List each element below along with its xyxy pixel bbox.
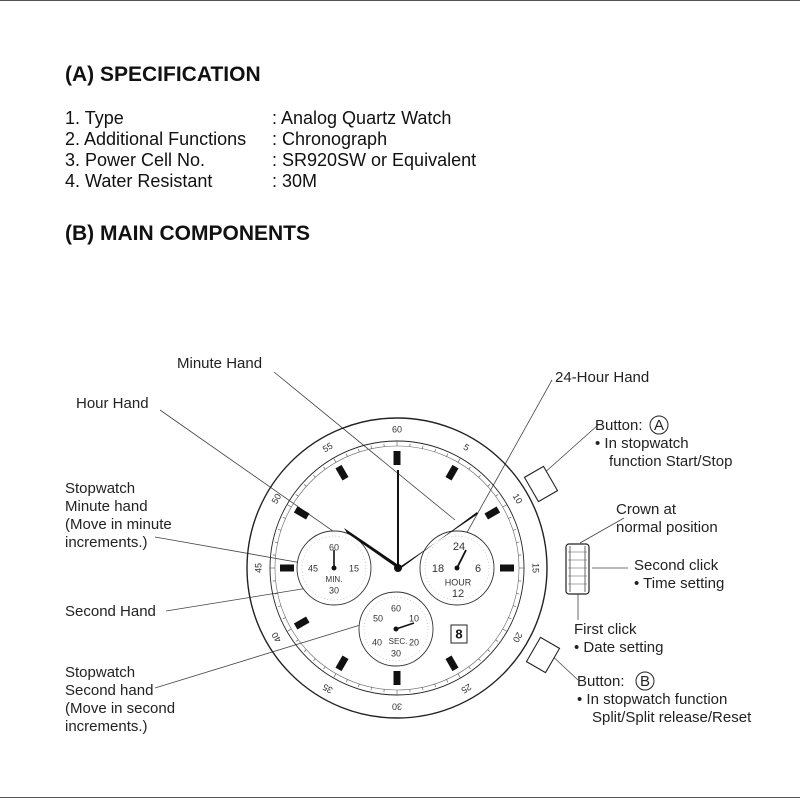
minute-tick <box>422 446 423 449</box>
minute-tick <box>503 505 507 508</box>
minute-tick <box>371 446 372 449</box>
spec-label: 1. Type <box>65 108 124 128</box>
subdial-second-pin <box>394 627 399 632</box>
label-button-a-prefix: Button: <box>595 417 643 434</box>
minute-tick <box>304 650 306 652</box>
subdial-numeral: 15 <box>348 563 360 574</box>
subdial-label: HOUR <box>444 577 472 588</box>
minute-tick <box>278 606 281 607</box>
minute-tick <box>435 449 436 452</box>
label-first-click-line2: • Date setting <box>574 639 664 656</box>
leader-stopwatch-second <box>155 618 383 688</box>
minute-tick <box>296 495 298 497</box>
subdial-numeral: 12 <box>451 587 465 600</box>
minute-tick <box>278 529 281 530</box>
minute-tick <box>513 606 516 607</box>
minute-tick <box>334 674 337 678</box>
minute-tick <box>435 684 436 687</box>
leader-24-hour-hand <box>460 380 552 545</box>
minute-tick <box>503 629 507 632</box>
minute-tick <box>313 659 315 661</box>
minute-tick <box>458 674 461 678</box>
minute-tick <box>479 659 481 661</box>
minute-tick <box>496 640 498 642</box>
label-second-click-line1: Second click <box>634 557 719 574</box>
label-stopwatch-second-line2: Second hand <box>65 682 154 699</box>
spec-value: : Analog Quartz Watch <box>272 108 452 128</box>
minute-tick <box>275 542 278 543</box>
minute-tick <box>469 467 471 469</box>
label-button-a-line1: • In stopwatch <box>595 435 689 452</box>
label-stopwatch-minute-line2: Minute hand <box>65 498 148 515</box>
label-stopwatch-second-line3: (Move in second <box>65 700 176 717</box>
bezel-numeral: 10 <box>510 491 525 506</box>
label-24-hour-hand: 24-Hour Hand <box>555 369 650 386</box>
leader-minute-hand <box>274 372 455 520</box>
bezel-numeral: 50 <box>269 491 284 506</box>
minute-tick <box>458 458 461 462</box>
button-b[interactable] <box>526 637 559 672</box>
hour-marker <box>500 565 514 572</box>
label-stopwatch-minute-line4: increments.) <box>65 534 148 551</box>
minute-tick <box>358 684 359 687</box>
label-button-a-letter: A <box>653 417 665 434</box>
hour-marker <box>335 465 348 481</box>
bezel-numeral: 5 <box>461 441 471 454</box>
subdial-numeral: 60 <box>390 603 402 614</box>
spec-value: : SR920SW or Equivalent <box>272 150 477 170</box>
label-hour-hand: Hour Hand <box>76 395 149 412</box>
bezel-numeral: 55 <box>320 440 335 455</box>
hour-marker <box>394 451 401 465</box>
main-components-heading: (B) MAIN COMPONENTS <box>65 222 310 245</box>
minute-tick <box>447 680 448 683</box>
subdial-numeral: 10 <box>408 613 420 624</box>
label-second-click-line2: • Time setting <box>634 575 725 592</box>
minute-tick <box>287 505 291 508</box>
center-pin <box>394 564 402 572</box>
subdial-numeral: 50 <box>372 613 384 624</box>
subdial-label: SEC. <box>388 637 408 647</box>
minute-tick <box>513 529 516 530</box>
subdial-numeral: 40 <box>371 637 383 648</box>
bezel-numeral: 30 <box>391 701 403 712</box>
label-crown-line1: Crown at <box>616 501 677 518</box>
label-button-a-line2: function Start/Stop <box>609 453 733 470</box>
minute-tick <box>496 495 498 497</box>
crown[interactable] <box>566 544 589 594</box>
subdial-second <box>359 592 433 666</box>
minute-tick <box>516 593 519 594</box>
minute-tick <box>283 517 286 518</box>
subdial-numeral: 24 <box>452 540 466 553</box>
subdial-numeral: 6 <box>474 562 482 575</box>
minute-tick <box>296 640 298 642</box>
minute-tick <box>324 467 326 469</box>
subdial-numeral: 60 <box>328 542 340 553</box>
label-button-b-line1: • In stopwatch function <box>577 691 728 708</box>
minute-tick <box>422 687 423 690</box>
label-second-hand: Second Hand <box>65 603 156 620</box>
hour-marker <box>294 506 310 519</box>
bezel-numeral: 20 <box>510 630 525 645</box>
minute-tick <box>479 475 481 477</box>
minute-tick <box>509 618 512 619</box>
label-minute-hand: Minute Hand <box>177 355 263 372</box>
spec-value: : Chronograph <box>272 129 388 149</box>
label-button-b-prefix: Button: <box>577 673 625 690</box>
label-crown-line2: normal position <box>616 519 718 536</box>
date-digit: 8 <box>455 626 463 642</box>
spec-label: 2. Additional Functions <box>65 129 247 149</box>
hour-marker <box>484 506 500 519</box>
label-stopwatch-minute-line1: Stopwatch <box>65 480 136 497</box>
minute-tick <box>509 517 512 518</box>
minute-tick <box>371 687 372 690</box>
spec-label: 3. Power Cell No. <box>65 150 206 170</box>
subdial-numeral: 20 <box>408 637 420 648</box>
subdial-24-hour <box>420 531 494 605</box>
bezel-numeral: 45 <box>253 562 264 574</box>
label-stopwatch-second-line4: increments.) <box>65 718 148 735</box>
minute-tick <box>324 667 326 669</box>
minute-tick <box>283 618 286 619</box>
spec-label: 4. Water Resistant <box>65 171 213 191</box>
hour-marker <box>280 565 294 572</box>
leader-hour-hand <box>160 410 360 553</box>
subdial-label: MIN. <box>325 575 343 585</box>
specification-heading: (A) SPECIFICATION <box>65 63 261 86</box>
leader-button-a <box>542 425 598 475</box>
minute-tick <box>346 454 347 457</box>
minute-tick <box>488 484 490 486</box>
subdial-numeral: 30 <box>328 585 340 596</box>
label-button-b-letter: B <box>639 673 651 690</box>
hour-marker <box>445 655 458 671</box>
minute-tick <box>516 542 519 543</box>
subdial-24-hour-pin <box>455 566 460 571</box>
minute-tick <box>346 680 347 683</box>
minute-tick <box>469 667 471 669</box>
minute-tick <box>304 484 306 486</box>
subdial-numeral: 18 <box>431 562 445 575</box>
subdial-numeral: 30 <box>390 648 402 659</box>
minute-tick <box>358 449 359 452</box>
minute-tick <box>287 629 291 632</box>
subdial-minute-pin <box>332 566 337 571</box>
bezel-numeral: 60 <box>391 424 403 435</box>
label-stopwatch-minute-line3: (Move in minute <box>65 516 172 533</box>
subdial-minute <box>297 531 371 605</box>
minute-tick <box>447 454 448 457</box>
label-stopwatch-second-line1: Stopwatch <box>65 664 136 681</box>
minute-tick <box>334 458 337 462</box>
hour-marker <box>335 655 348 671</box>
bezel-numeral: 40 <box>269 630 284 645</box>
hour-marker <box>394 671 401 685</box>
hour-marker <box>445 465 458 481</box>
spec-value: : 30M <box>272 171 318 191</box>
bezel-numeral: 25 <box>459 681 474 696</box>
bezel-numeral: 35 <box>320 681 335 696</box>
minute-tick <box>313 475 315 477</box>
hour-marker <box>294 616 310 629</box>
minute-tick <box>488 650 490 652</box>
bezel-numeral: 15 <box>530 562 541 574</box>
label-first-click-line1: First click <box>574 621 637 638</box>
label-button-b-line2: Split/Split release/Reset <box>592 709 752 726</box>
subdial-numeral: 45 <box>307 563 319 574</box>
